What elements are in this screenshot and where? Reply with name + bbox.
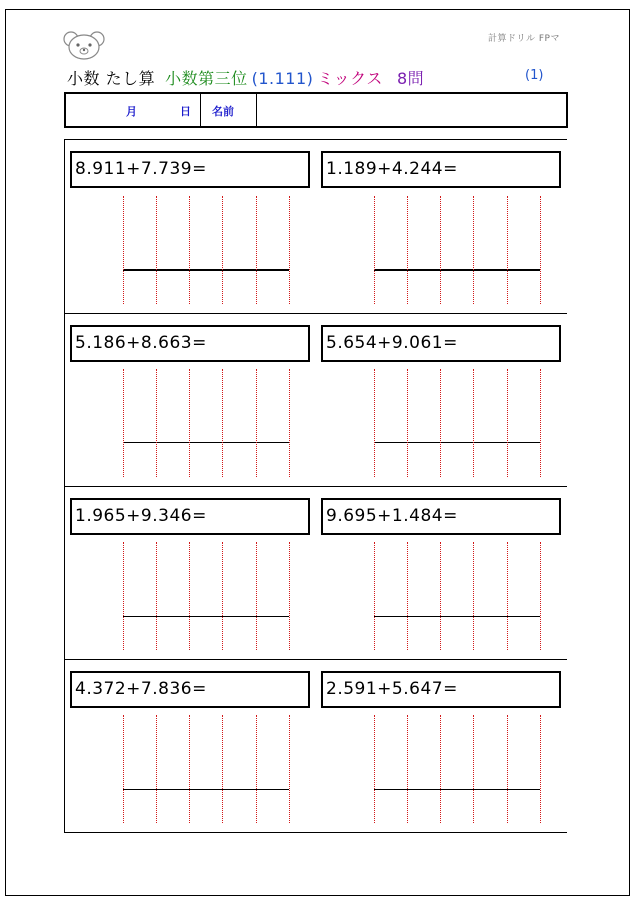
- column-guide-line: [473, 369, 474, 477]
- problem-6-text: 9.695+1.484=: [326, 506, 458, 526]
- row-divider: [64, 139, 567, 140]
- answer-line: [123, 442, 289, 443]
- row-divider: [64, 659, 567, 660]
- column-guide-line: [222, 715, 223, 823]
- column-guide-line: [256, 715, 257, 823]
- column-guide-line: [123, 196, 124, 304]
- column-guide-line: [123, 369, 124, 477]
- column-guide-line: [374, 715, 375, 823]
- column-guide-line: [222, 369, 223, 477]
- problem-7: [70, 671, 310, 708]
- column-guide-line: [407, 196, 408, 304]
- column-guide-line: [222, 542, 223, 650]
- name-label: 名前: [212, 105, 234, 118]
- work-area-6: [374, 542, 540, 650]
- column-guide-line: [473, 542, 474, 650]
- problem-1: [70, 151, 310, 188]
- column-guide-line: [507, 542, 508, 650]
- title-operation: 小数 たし算: [67, 69, 156, 88]
- problem-4: [321, 325, 561, 362]
- divider: [256, 94, 257, 126]
- row-divider: [64, 486, 567, 487]
- column-guide-line: [440, 542, 441, 650]
- column-guide-line: [123, 715, 124, 823]
- column-guide-line: [374, 369, 375, 477]
- brand-label: 計算ドリル FPマ: [488, 34, 560, 44]
- column-guide-line: [189, 369, 190, 477]
- column-guide-line: [289, 715, 290, 823]
- work-area-7: [123, 715, 289, 823]
- answer-line: [123, 616, 289, 617]
- problem-8-text: 2.591+5.647=: [326, 679, 458, 699]
- answer-line: [374, 789, 540, 790]
- problem-3-text: 5.186+8.663=: [75, 333, 207, 353]
- bear-icon: [62, 30, 106, 60]
- column-guide-line: [289, 196, 290, 304]
- column-guide-line: [374, 196, 375, 304]
- column-guide-line: [256, 369, 257, 477]
- row-divider: [64, 832, 567, 833]
- column-guide-line: [256, 196, 257, 304]
- column-guide-line: [540, 196, 541, 304]
- answer-line: [374, 269, 540, 271]
- problem-6: [321, 498, 561, 535]
- page-number: (1): [525, 68, 544, 83]
- column-guide-line: [507, 196, 508, 304]
- answer-line: [123, 789, 289, 790]
- work-area-5: [123, 542, 289, 650]
- column-guide-line: [289, 369, 290, 477]
- column-guide-line: [540, 369, 541, 477]
- worksheet-title: [67, 66, 424, 89]
- answer-line: [374, 442, 540, 443]
- problem-5-text: 1.965+9.346=: [75, 506, 207, 526]
- problem-8: [321, 671, 561, 708]
- column-guide-line: [440, 715, 441, 823]
- column-guide-line: [407, 542, 408, 650]
- column-guide-line: [256, 542, 257, 650]
- column-guide-line: [156, 369, 157, 477]
- title-count: 8問: [396, 69, 425, 88]
- answer-line: [123, 269, 289, 271]
- answer-line: [374, 616, 540, 617]
- problem-grid: [64, 139, 567, 832]
- work-area-1: [123, 196, 289, 304]
- column-guide-line: [189, 715, 190, 823]
- column-guide-line: [507, 715, 508, 823]
- title-mix: ミックス: [317, 69, 383, 88]
- name-date-bar: [64, 92, 568, 128]
- work-area-3: [123, 369, 289, 477]
- column-guide-line: [189, 196, 190, 304]
- problem-5: [70, 498, 310, 535]
- divider: [200, 94, 201, 126]
- problem-4-text: 5.654+9.061=: [326, 333, 458, 353]
- month-label: 月: [126, 105, 137, 118]
- problem-2-text: 1.189+4.244=: [326, 159, 458, 179]
- problem-3: [70, 325, 310, 362]
- column-guide-line: [507, 369, 508, 477]
- title-example: (1.111): [251, 69, 314, 88]
- problem-1-text: 8.911+7.739=: [75, 159, 207, 179]
- title-decimal-place: 小数第三位: [165, 69, 248, 88]
- column-guide-line: [374, 542, 375, 650]
- problem-7-text: 4.372+7.836=: [75, 679, 207, 699]
- column-guide-line: [473, 196, 474, 304]
- column-guide-line: [289, 542, 290, 650]
- row-divider: [64, 313, 567, 314]
- column-guide-line: [222, 196, 223, 304]
- work-area-4: [374, 369, 540, 477]
- column-guide-line: [189, 542, 190, 650]
- column-guide-line: [407, 369, 408, 477]
- column-guide-line: [407, 715, 408, 823]
- column-guide-line: [540, 715, 541, 823]
- column-guide-line: [440, 196, 441, 304]
- day-label: 日: [180, 105, 191, 118]
- column-guide-line: [540, 542, 541, 650]
- column-guide-line: [440, 369, 441, 477]
- column-guide-line: [123, 542, 124, 650]
- column-guide-line: [473, 715, 474, 823]
- column-guide-line: [156, 542, 157, 650]
- work-area-8: [374, 715, 540, 823]
- column-guide-line: [156, 196, 157, 304]
- work-area-2: [374, 196, 540, 304]
- column-guide-line: [156, 715, 157, 823]
- problem-2: [321, 151, 561, 188]
